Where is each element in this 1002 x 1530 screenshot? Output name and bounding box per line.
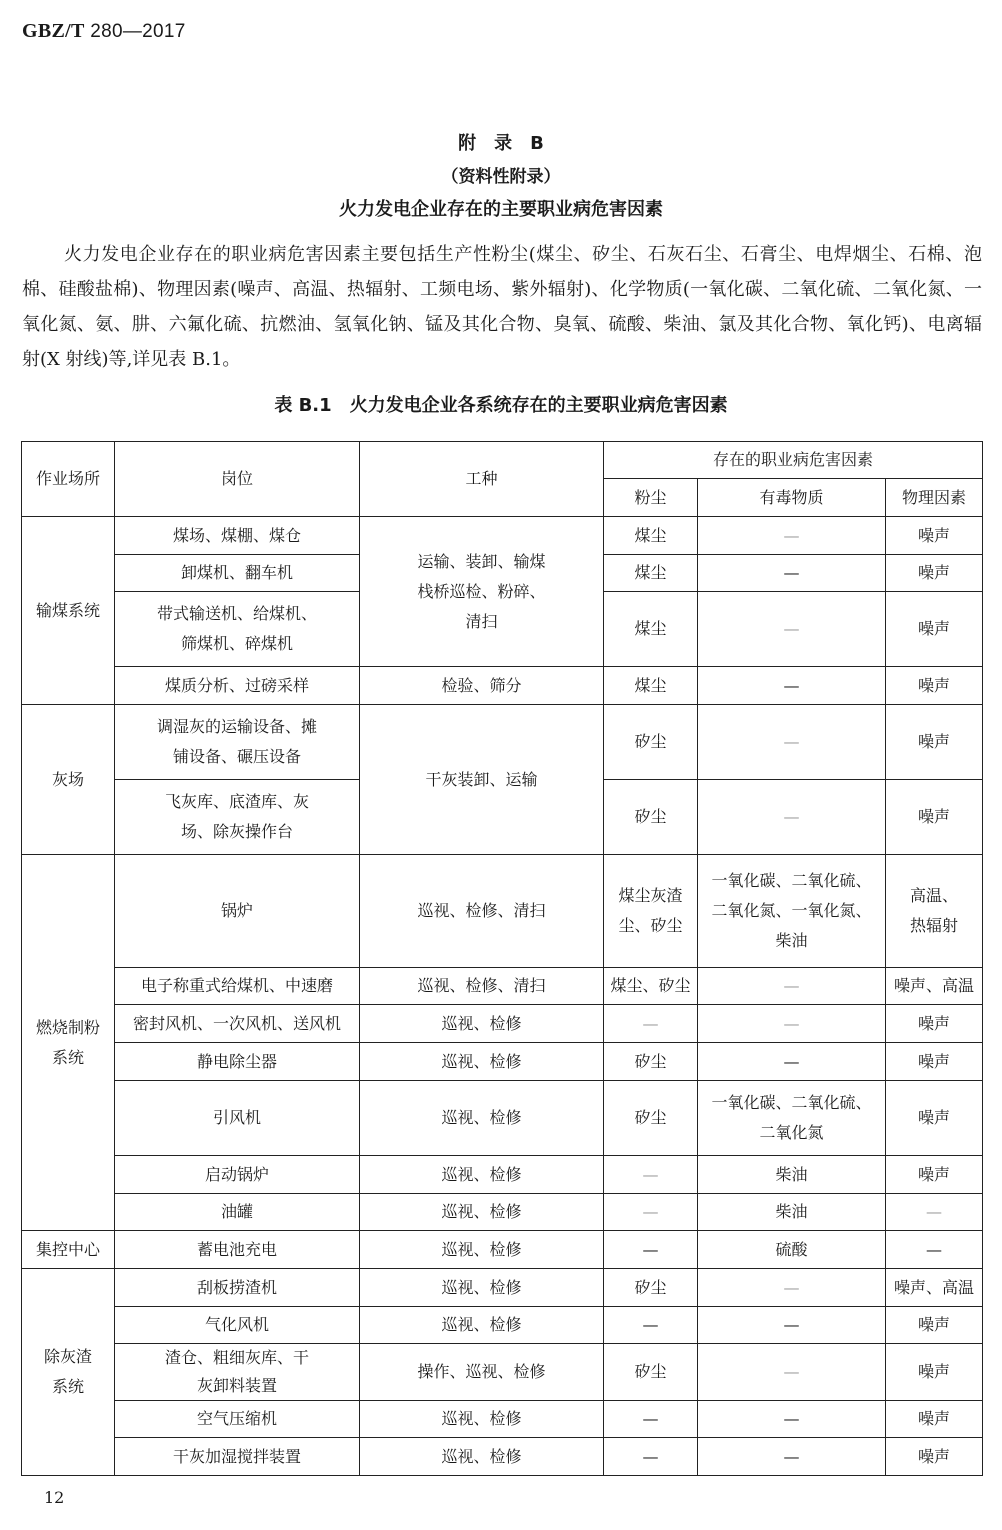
physical-cell: 噪声 xyxy=(886,1344,983,1401)
dust-cell: — xyxy=(604,1156,698,1194)
site-cell: 灰场 xyxy=(22,705,115,855)
physical-cell: 噪声 xyxy=(886,592,983,667)
job-cell: 巡视、检修 xyxy=(360,1401,604,1438)
hazard-factors-table xyxy=(21,441,983,1476)
dust-cell: 矽尘 xyxy=(604,705,698,780)
table-row xyxy=(22,1081,983,1156)
physical-cell: 噪声 xyxy=(886,780,983,855)
appendix-title: 附 录 B xyxy=(458,133,544,154)
table-row xyxy=(22,1194,983,1231)
table-row xyxy=(22,1156,983,1194)
header-dust: 粉尘 xyxy=(604,479,698,517)
toxic-cell: 一氧化碳、二氧化硫、二氧化氮 xyxy=(698,1081,886,1156)
physical-cell: 噪声 xyxy=(886,1156,983,1194)
job-cell: 巡视、检修 xyxy=(360,1307,604,1344)
toxic-cell: — xyxy=(698,517,886,555)
toxic-cell: — xyxy=(698,1344,886,1401)
appendix-heading: 火力发电企业存在的主要职业病危害因素 xyxy=(339,199,663,220)
toxic-cell: — xyxy=(698,1269,886,1307)
post-cell: 带式输送机、给煤机、筛煤机、碎煤机 xyxy=(115,592,360,667)
post-cell: 密封风机、一次风机、送风机 xyxy=(115,1005,360,1043)
toxic-cell: — xyxy=(698,555,886,592)
dust-cell: — xyxy=(604,1005,698,1043)
toxic-cell: — xyxy=(698,1043,886,1081)
header-physical: 物理因素 xyxy=(886,479,983,517)
standard-code xyxy=(22,20,186,43)
dust-cell: — xyxy=(604,1194,698,1231)
physical-cell: 高温、热辐射 xyxy=(886,855,983,968)
job-cell: 巡视、检修 xyxy=(360,1269,604,1307)
site-cell: 燃烧制粉系统 xyxy=(22,855,115,1231)
physical-cell: 噪声 xyxy=(886,1307,983,1344)
post-cell: 引风机 xyxy=(115,1081,360,1156)
table-row xyxy=(22,667,983,705)
table-row xyxy=(22,1043,983,1081)
dust-cell: 煤尘 xyxy=(604,592,698,667)
dust-cell: 煤尘 xyxy=(604,517,698,555)
table-row xyxy=(22,705,983,780)
physical-cell: 噪声 xyxy=(886,517,983,555)
dust-cell: — xyxy=(604,1307,698,1344)
physical-cell: — xyxy=(886,1231,983,1269)
dust-cell: 矽尘 xyxy=(604,1043,698,1081)
job-cell: 巡视、检修 xyxy=(360,1231,604,1269)
page-number: 12 xyxy=(44,1488,65,1507)
dust-cell: 煤尘灰渣尘、矽尘 xyxy=(604,855,698,968)
dust-cell: 矽尘 xyxy=(604,1081,698,1156)
job-cell-text: 运输、装卸、输煤栈桥巡检、粉碎、清扫 xyxy=(417,551,546,631)
toxic-cell: — xyxy=(698,592,886,667)
job-cell: 巡视、检修 xyxy=(360,1081,604,1156)
job-cell: 操作、巡视、检修 xyxy=(360,1344,604,1401)
table-row xyxy=(22,1231,983,1269)
toxic-cell: — xyxy=(698,1005,886,1043)
job-cell: 巡视、检修、清扫 xyxy=(360,968,604,1005)
post-cell: 静电除尘器 xyxy=(115,1043,360,1081)
job-cell: 检验、筛分 xyxy=(360,667,604,705)
toxic-cell: — xyxy=(698,705,886,780)
intro-paragraph: 火力发电企业存在的职业病危害因素主要包括生产性粉尘(煤尘、矽尘、石灰石尘、石膏尘、电焊烟尘、石棉、泡棉、硅酸盐棉)、物理因素(噪声、高温、热辐射、工频电场、紫外辐射)、化学物质(一氧化碳、二氧化硫、二氧化氮、一氧化氮、氨、肼、六氟化硫、抗燃油、氢氧化钠、锰及其化合物、臭氧、硫酸、柴油、氯及其化合物、氧化钙)、电离辐射(X 射线)等,详见表 B.1。 xyxy=(22,244,982,370)
post-cell: 刮板捞渣机 xyxy=(115,1269,360,1307)
header-site: 作业场所 xyxy=(22,442,115,517)
table-row xyxy=(22,1005,983,1043)
post-cell: 干灰加湿搅拌装置 xyxy=(115,1438,360,1476)
standard-code-prefix: GBZ/T xyxy=(22,20,85,42)
job-cell: 巡视、检修 xyxy=(360,1194,604,1231)
post-cell: 煤场、煤棚、煤仓 xyxy=(115,517,360,555)
toxic-cell: 硫酸 xyxy=(698,1231,886,1269)
toxic-cell: — xyxy=(698,1438,886,1476)
job-cell: 巡视、检修 xyxy=(360,1438,604,1476)
toxic-cell: — xyxy=(698,780,886,855)
post-cell: 油罐 xyxy=(115,1194,360,1231)
job-cell: 巡视、检修 xyxy=(360,1005,604,1043)
job-cell: 巡视、检修 xyxy=(360,1043,604,1081)
toxic-cell: — xyxy=(698,968,886,1005)
dust-cell: — xyxy=(604,1231,698,1269)
dust-cell: 矽尘 xyxy=(604,1269,698,1307)
header-toxic: 有毒物质 xyxy=(698,479,886,517)
toxic-cell: 一氧化碳、二氧化硫、二氧化氮、一氧化氮、柴油 xyxy=(698,855,886,968)
site-cell: 集控中心 xyxy=(22,1231,115,1269)
physical-cell: 噪声 xyxy=(886,1081,983,1156)
header-job: 工种 xyxy=(360,442,604,517)
appendix-subtitle: （资料性附录） xyxy=(441,167,561,187)
toxic-cell: — xyxy=(698,1307,886,1344)
site-cell: 除灰渣系统 xyxy=(22,1269,115,1476)
physical-cell: 噪声 xyxy=(886,1043,983,1081)
table-row xyxy=(22,517,983,555)
post-cell: 空气压缩机 xyxy=(115,1401,360,1438)
dust-cell: 煤尘、矽尘 xyxy=(604,968,698,1005)
job-cell: 巡视、检修 xyxy=(360,1156,604,1194)
post-cell: 调湿灰的运输设备、摊铺设备、碾压设备 xyxy=(115,705,360,780)
table-caption: 表 B.1 火力发电企业各系统存在的主要职业病危害因素 xyxy=(274,395,728,416)
dust-cell: 矽尘 xyxy=(604,780,698,855)
post-cell: 电子称重式给煤机、中速磨 xyxy=(115,968,360,1005)
post-cell: 蓄电池充电 xyxy=(115,1231,360,1269)
job-cell xyxy=(360,517,604,667)
dust-cell: 矽尘 xyxy=(604,1344,698,1401)
physical-cell: 噪声、高温 xyxy=(886,1269,983,1307)
physical-cell: 噪声 xyxy=(886,667,983,705)
physical-cell: — xyxy=(886,1194,983,1231)
toxic-cell: 柴油 xyxy=(698,1194,886,1231)
table-row xyxy=(22,855,983,968)
post-cell: 锅炉 xyxy=(115,855,360,968)
header-factors: 存在的职业病危害因素 xyxy=(604,442,983,479)
table-row xyxy=(22,1438,983,1476)
toxic-cell: — xyxy=(698,1401,886,1438)
toxic-cell: 柴油 xyxy=(698,1156,886,1194)
toxic-cell: — xyxy=(698,667,886,705)
physical-cell: 噪声 xyxy=(886,555,983,592)
physical-cell: 噪声 xyxy=(886,1438,983,1476)
dust-cell: — xyxy=(604,1438,698,1476)
job-cell: 干灰装卸、运输 xyxy=(360,705,604,855)
table-row xyxy=(22,1307,983,1344)
post-cell: 卸煤机、翻车机 xyxy=(115,555,360,592)
table-row xyxy=(22,1269,983,1307)
table-row xyxy=(22,1344,983,1401)
dust-cell: 煤尘 xyxy=(604,555,698,592)
header-post: 岗位 xyxy=(115,442,360,517)
table-row xyxy=(22,968,983,1005)
dust-cell: — xyxy=(604,1401,698,1438)
site-cell: 输煤系统 xyxy=(22,517,115,705)
post-cell: 启动锅炉 xyxy=(115,1156,360,1194)
post-cell: 渣仓、粗细灰库、干灰卸料装置 xyxy=(115,1344,360,1401)
table-row xyxy=(22,1401,983,1438)
standard-code-number: 280—2017 xyxy=(84,21,186,42)
post-cell: 气化风机 xyxy=(115,1307,360,1344)
physical-cell: 噪声、高温 xyxy=(886,968,983,1005)
post-cell: 飞灰库、底渣库、灰场、除灰操作台 xyxy=(115,780,360,855)
dust-cell: 煤尘 xyxy=(604,667,698,705)
physical-cell: 噪声 xyxy=(886,1005,983,1043)
physical-cell: 噪声 xyxy=(886,1401,983,1438)
physical-cell: 噪声 xyxy=(886,705,983,780)
post-cell: 煤质分析、过磅采样 xyxy=(115,667,360,705)
job-cell: 巡视、检修、清扫 xyxy=(360,855,604,968)
